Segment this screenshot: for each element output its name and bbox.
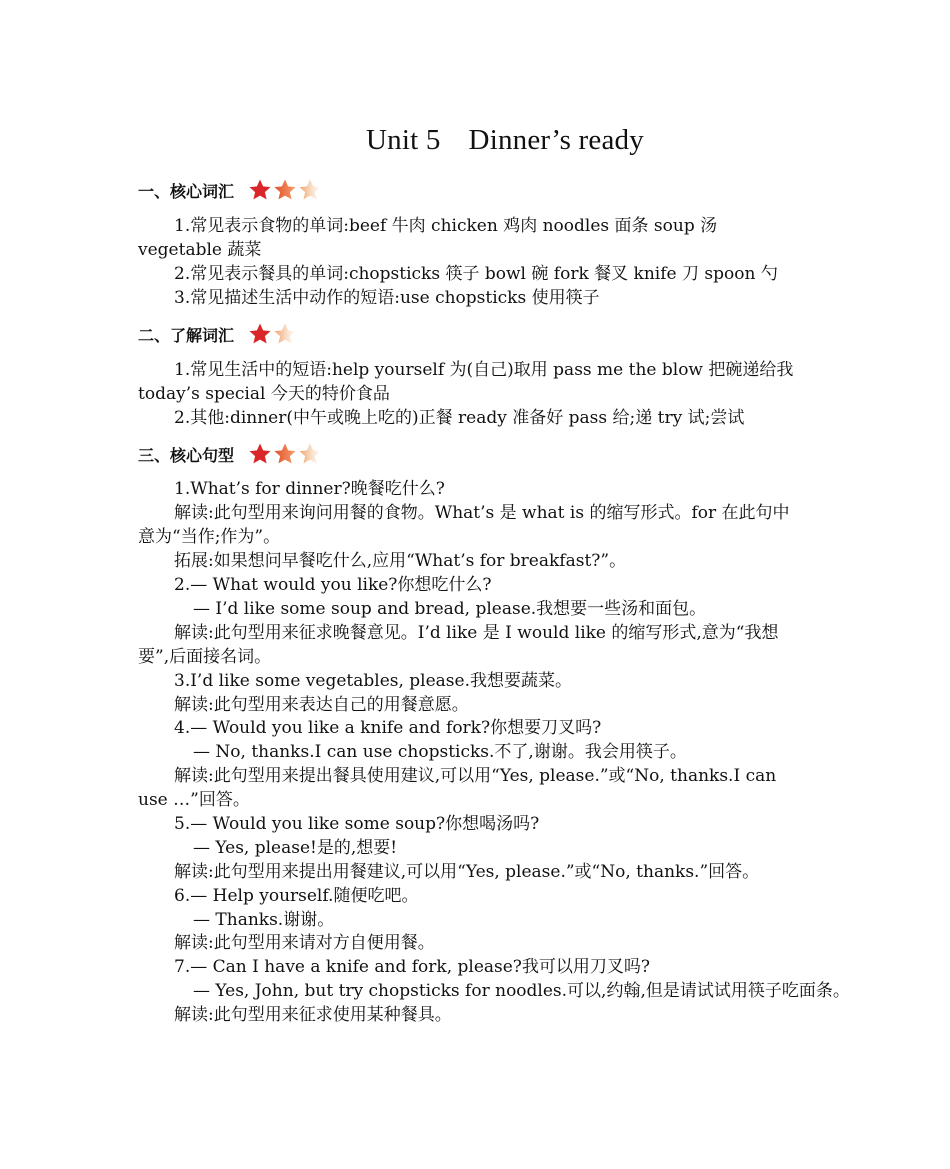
sentence-item: 1.What’s for dinner?晚餐吃什么? [174,479,445,499]
answer-line: — I’d like some soup and bread, please.我想要一些汤和面包。 [193,599,707,619]
sentence-item: 6.— Help yourself.随便吃吧。 [174,886,419,906]
sentence-item: 2.— What would you like?你想吃什么? [174,575,492,595]
star-full-icon [248,178,272,202]
text-line: vegetable 蔬菜 [138,240,262,260]
sentence-item: 3.I’d like some vegetables, please.我想要蔬菜。 [174,671,572,691]
section-title: 二、了解词汇 [138,325,235,345]
answer-line: — Thanks.谢谢。 [193,910,335,930]
star-full-icon [273,178,297,202]
section-heading-core-vocabulary [138,175,323,205]
title-unit: Unit 5 [366,124,441,156]
explanation-line: 意为“当作;作为”。 [138,527,281,547]
sentence-item: 5.— Would you like some soup?你想喝汤吗? [174,814,540,834]
star-faded-icon [273,322,297,346]
section-heading-core-sentences [138,439,323,469]
text-line: 2.常见表示餐具的单词:chopsticks 筷子 bowl 碗 fork 餐叉 knife 刀 spoon 勺 [174,264,778,284]
extension-line: 拓展:如果想问早餐吃什么,应用“What’s for breakfast?”。 [174,551,627,571]
star-faded-icon [298,442,322,466]
explanation-line: 解读:此句型用来提出餐具使用建议,可以用“Yes, please.”或“No, thanks.I can [174,766,777,786]
explanation-line: 解读:此句型用来请对方自便用餐。 [174,933,435,953]
answer-line: — Yes, John, but try chopsticks for noodles.可以,约翰,但是请试试用筷子吃面条。 [193,981,850,1001]
star-faded-icon [298,178,322,202]
section-title: 一、核心词汇 [138,181,235,201]
section-heading-extra-vocabulary [138,319,298,349]
explanation-line: 解读:此句型用来提出用餐建议,可以用“Yes, please.”或“No, thanks.”回答。 [174,862,760,882]
text-line: today’s special 今天的特价食品 [138,384,390,404]
explanation-line: 要”,后面接名词。 [138,647,272,667]
title-name: Dinner’s ready [468,124,644,156]
star-full-icon [248,322,272,346]
text-line: 1.常见表示食物的单词:beef 牛肉 chicken 鸡肉 noodles 面条 soup 汤 [174,216,718,236]
text-line: 3.常见描述生活中动作的短语:use chopsticks 使用筷子 [174,288,600,308]
explanation-line: 解读:此句型用来询问用餐的食物。What’s 是 what is 的缩写形式。for 在此句中 [174,503,790,523]
rating-stars [248,442,323,466]
explanation-line: 解读:此句型用来征求使用某种餐具。 [174,1005,452,1025]
star-full-icon [248,442,272,466]
answer-line: — No, thanks.I can use chopsticks.不了,谢谢。我会用筷子。 [193,742,687,762]
page-title [0,124,950,157]
explanation-line: 解读:此句型用来征求晚餐意见。I’d like 是 I would like 的缩写形式,意为“我想 [174,623,779,643]
rating-stars [248,322,298,346]
section-title: 三、核心句型 [138,445,235,465]
sentence-item: 7.— Can I have a knife and fork, please?我可以用刀叉吗? [174,957,651,977]
text-line: 1.常见生活中的短语:help yourself 为(自己)取用 pass me the blow 把碗递给我 [174,360,794,380]
explanation-line: 解读:此句型用来表达自己的用餐意愿。 [174,695,469,715]
explanation-line: use …”回答。 [138,790,250,810]
star-full-icon [273,442,297,466]
rating-stars [248,178,323,202]
answer-line: — Yes, please!是的,想要! [193,838,398,858]
text-line: 2.其他:dinner(中午或晚上吃的)正餐 ready 准备好 pass 给;递 try 试;尝试 [174,408,745,428]
sentence-item: 4.— Would you like a knife and fork?你想要刀叉吗? [174,718,602,738]
